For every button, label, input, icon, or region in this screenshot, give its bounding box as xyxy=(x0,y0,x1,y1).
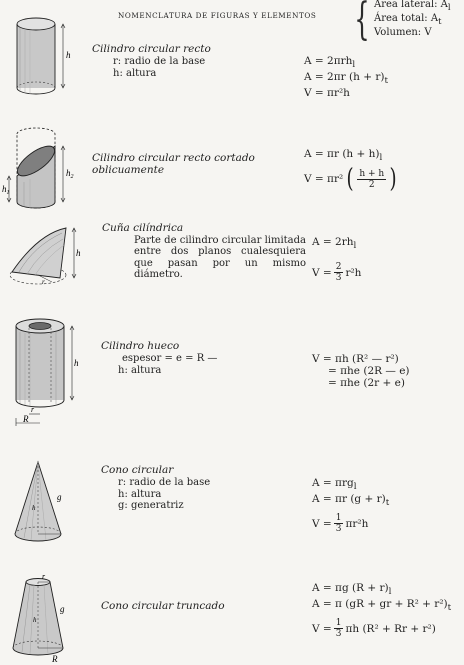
g-label: g xyxy=(57,492,62,502)
legend-brace: { xyxy=(354,0,370,45)
section-name: Cuña cilíndrica xyxy=(102,222,184,234)
cylindrical-wedge-figure xyxy=(4,220,82,288)
formula-lateral-area: A = πrg$_l$ xyxy=(312,477,357,493)
formulas xyxy=(312,353,410,389)
formulas xyxy=(312,236,361,283)
formula-lateral-area: A = πr $(h + h)_l$ xyxy=(304,148,383,164)
h-label: h xyxy=(33,616,37,624)
cylinder-top xyxy=(17,18,55,30)
formula-volume-1: V = πh (R² — r²) xyxy=(312,353,399,365)
r-label: r xyxy=(42,572,46,581)
cylinder-body xyxy=(17,24,55,88)
formula-lateral-area: A = πg $(R + r)_l$ xyxy=(312,582,392,598)
formula-total-area: A = 2πr $(h + r)_t$ xyxy=(304,71,388,87)
cone-figure xyxy=(6,458,80,550)
inner-hole xyxy=(29,323,51,330)
formula-volume-2: = πhe (2R — e) xyxy=(328,365,410,377)
hollow-cylinder-figure xyxy=(10,314,80,428)
h-label: h xyxy=(32,504,36,512)
variable-thickness: espesor = e = R — xyxy=(122,353,218,364)
variable-r: r: radio de la base xyxy=(118,477,211,488)
formula-total-area: A = πr $(g + r)_t$ xyxy=(312,493,390,509)
variables-list xyxy=(118,477,210,512)
variables-list xyxy=(118,353,218,376)
h-label: h xyxy=(74,358,79,368)
formula-total-area: A = π (gR + gr + $R^2 + r^2)_t$ xyxy=(312,598,452,614)
section-name: Cono circular xyxy=(101,464,174,476)
h-label: h xyxy=(76,248,81,258)
page-title: NOMENCLATURA DE FIGURAS Y ELEMENTOS xyxy=(118,11,317,20)
variable-r: r: radio de la base xyxy=(113,56,206,67)
h1-label: $h_1$ xyxy=(2,184,10,196)
formula-volume: V = $\frac{1}{3}$ πr²h xyxy=(312,513,369,535)
formula-volume: V = πr²h xyxy=(304,87,350,100)
section-name: Cilindro circular recto xyxy=(92,43,211,55)
section-description: Parte de cilindro circular limitada entre dos planos cualesquiera que pasan por un mismo diámetro. xyxy=(134,235,306,281)
formula-lateral-area: $A = 2rh_l$ xyxy=(312,236,357,252)
formula-volume-3: = πhe (2r + e) xyxy=(328,377,405,389)
h-label: h xyxy=(66,50,71,60)
section-name: Cilindro hueco xyxy=(101,340,180,352)
legend-total-area: Área total: $A_t$ xyxy=(374,13,442,26)
r-label: r xyxy=(31,405,35,414)
variable-h: h: altura xyxy=(118,488,162,500)
truncated-cone-figure xyxy=(6,572,80,664)
formula-volume: V = πr² ( $\frac{h + h}{2}$ ) xyxy=(304,164,397,195)
legend-volume: Volumen: V xyxy=(374,27,432,38)
h2-label: $h_2$ xyxy=(66,168,74,180)
formulas xyxy=(312,477,389,534)
section-name: Cilindro circular recto cortado oblicuamente xyxy=(92,152,255,176)
R-label: R xyxy=(23,414,29,424)
formulas xyxy=(304,55,388,99)
formulas xyxy=(304,148,398,195)
variable-h: h: altura xyxy=(113,67,157,79)
cylinder-base-front xyxy=(17,88,55,94)
variable-g: g: generatriz xyxy=(118,500,184,511)
section-name: Cono circular truncado xyxy=(101,600,225,612)
g-label: g xyxy=(60,604,65,614)
R-label: R xyxy=(52,654,58,664)
legend-lateral-area: Área lateral: $A_l$ xyxy=(374,0,451,12)
variable-h: h: altura xyxy=(118,364,162,376)
r-label: r xyxy=(42,278,45,286)
variables-list xyxy=(113,56,205,79)
oblique-cylinder-figure xyxy=(2,124,76,216)
formula-volume: V = $\frac{1}{3}$ πh (R² + Rr + r²) xyxy=(312,618,436,640)
legend xyxy=(374,0,451,38)
cylinder-body xyxy=(16,326,64,400)
right-cylinder-figure xyxy=(6,15,76,97)
formulas xyxy=(312,582,451,639)
formula-lateral-area: A = 2πrh$_l$ xyxy=(304,55,356,71)
formula-volume: V = $\frac{2}{3}$ r²h xyxy=(312,262,362,284)
